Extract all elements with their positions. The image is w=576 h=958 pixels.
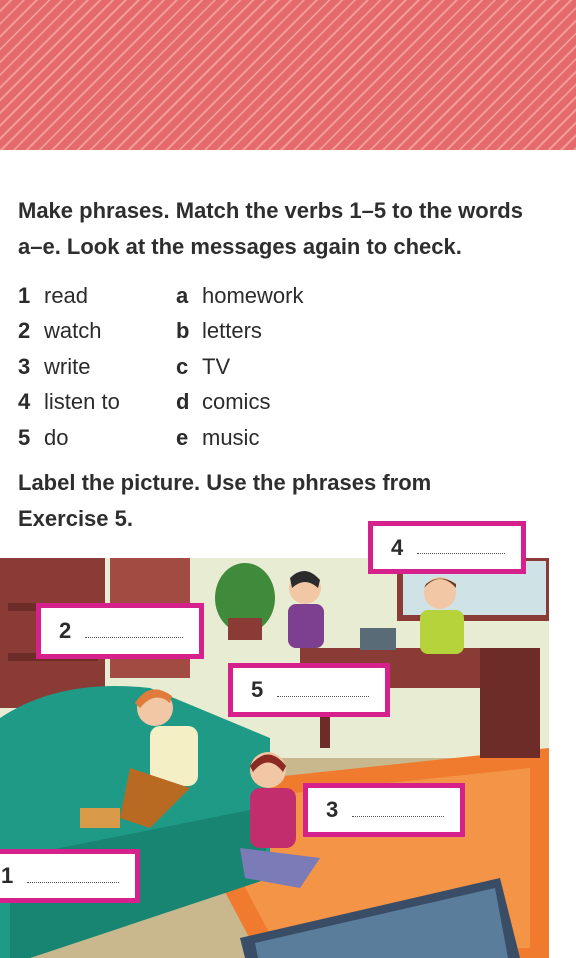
- exercise5-instruction-line1: Make phrases. Match the verbs 1–5 to the words: [18, 198, 523, 223]
- picture-label-5: [228, 663, 390, 717]
- word-letter: c: [176, 353, 189, 379]
- word: music: [202, 424, 260, 450]
- word-letter: a: [176, 282, 189, 308]
- music-girl-shirt: [250, 788, 296, 848]
- reading-boy-shirt: [150, 726, 198, 786]
- laptop: [360, 628, 396, 650]
- header-banner: [0, 0, 576, 150]
- verb-number: 4: [18, 389, 31, 415]
- label-number: 4: [391, 534, 404, 560]
- label-number: 1: [1, 863, 14, 888]
- exercise6-instruction-line1: Label the picture. Use the phrases from: [18, 470, 432, 495]
- chair: [480, 648, 540, 758]
- answer-line[interactable]: [352, 816, 444, 817]
- picture-label-1: [0, 849, 140, 903]
- boy-shirt: [420, 610, 464, 654]
- matching-list: [18, 278, 438, 456]
- matching-row: [18, 278, 438, 314]
- verb-number: 5: [18, 424, 31, 450]
- exercise6-instruction-line2: Exercise 5.: [18, 506, 133, 531]
- verb: read: [44, 282, 89, 308]
- girl-shirt: [288, 604, 324, 648]
- verb-number: 3: [18, 353, 31, 379]
- picture-label-4: [368, 521, 526, 574]
- answer-line[interactable]: [85, 637, 183, 638]
- word: homework: [202, 282, 304, 308]
- verb-number: 2: [18, 318, 31, 344]
- picture-label-2: [36, 603, 204, 659]
- word-letter: d: [176, 389, 190, 415]
- answer-line[interactable]: [27, 882, 119, 883]
- comics: [80, 808, 120, 828]
- answer-line[interactable]: [417, 553, 505, 554]
- label-number: 3: [326, 797, 339, 822]
- label-number: 2: [59, 618, 72, 643]
- word: TV: [202, 353, 231, 379]
- word-letter: b: [176, 318, 190, 344]
- exercise5-instruction-line2: a–e. Look at the messages again to check.: [18, 234, 462, 259]
- verb-number: 1: [18, 282, 31, 308]
- word: comics: [202, 389, 271, 415]
- verb: write: [44, 353, 91, 379]
- matching-row: [18, 314, 438, 350]
- picture-label-3: [303, 783, 465, 837]
- label-number: 5: [251, 677, 264, 702]
- verb: listen to: [44, 389, 120, 415]
- verb: do: [44, 424, 69, 450]
- matching-row: [18, 385, 438, 421]
- verb: watch: [44, 318, 102, 344]
- answer-line[interactable]: [277, 696, 369, 697]
- plant-pot: [228, 618, 262, 640]
- word: letters: [202, 318, 262, 344]
- matching-row: [18, 420, 438, 456]
- matching-row: [18, 349, 438, 385]
- word-letter: e: [176, 424, 189, 450]
